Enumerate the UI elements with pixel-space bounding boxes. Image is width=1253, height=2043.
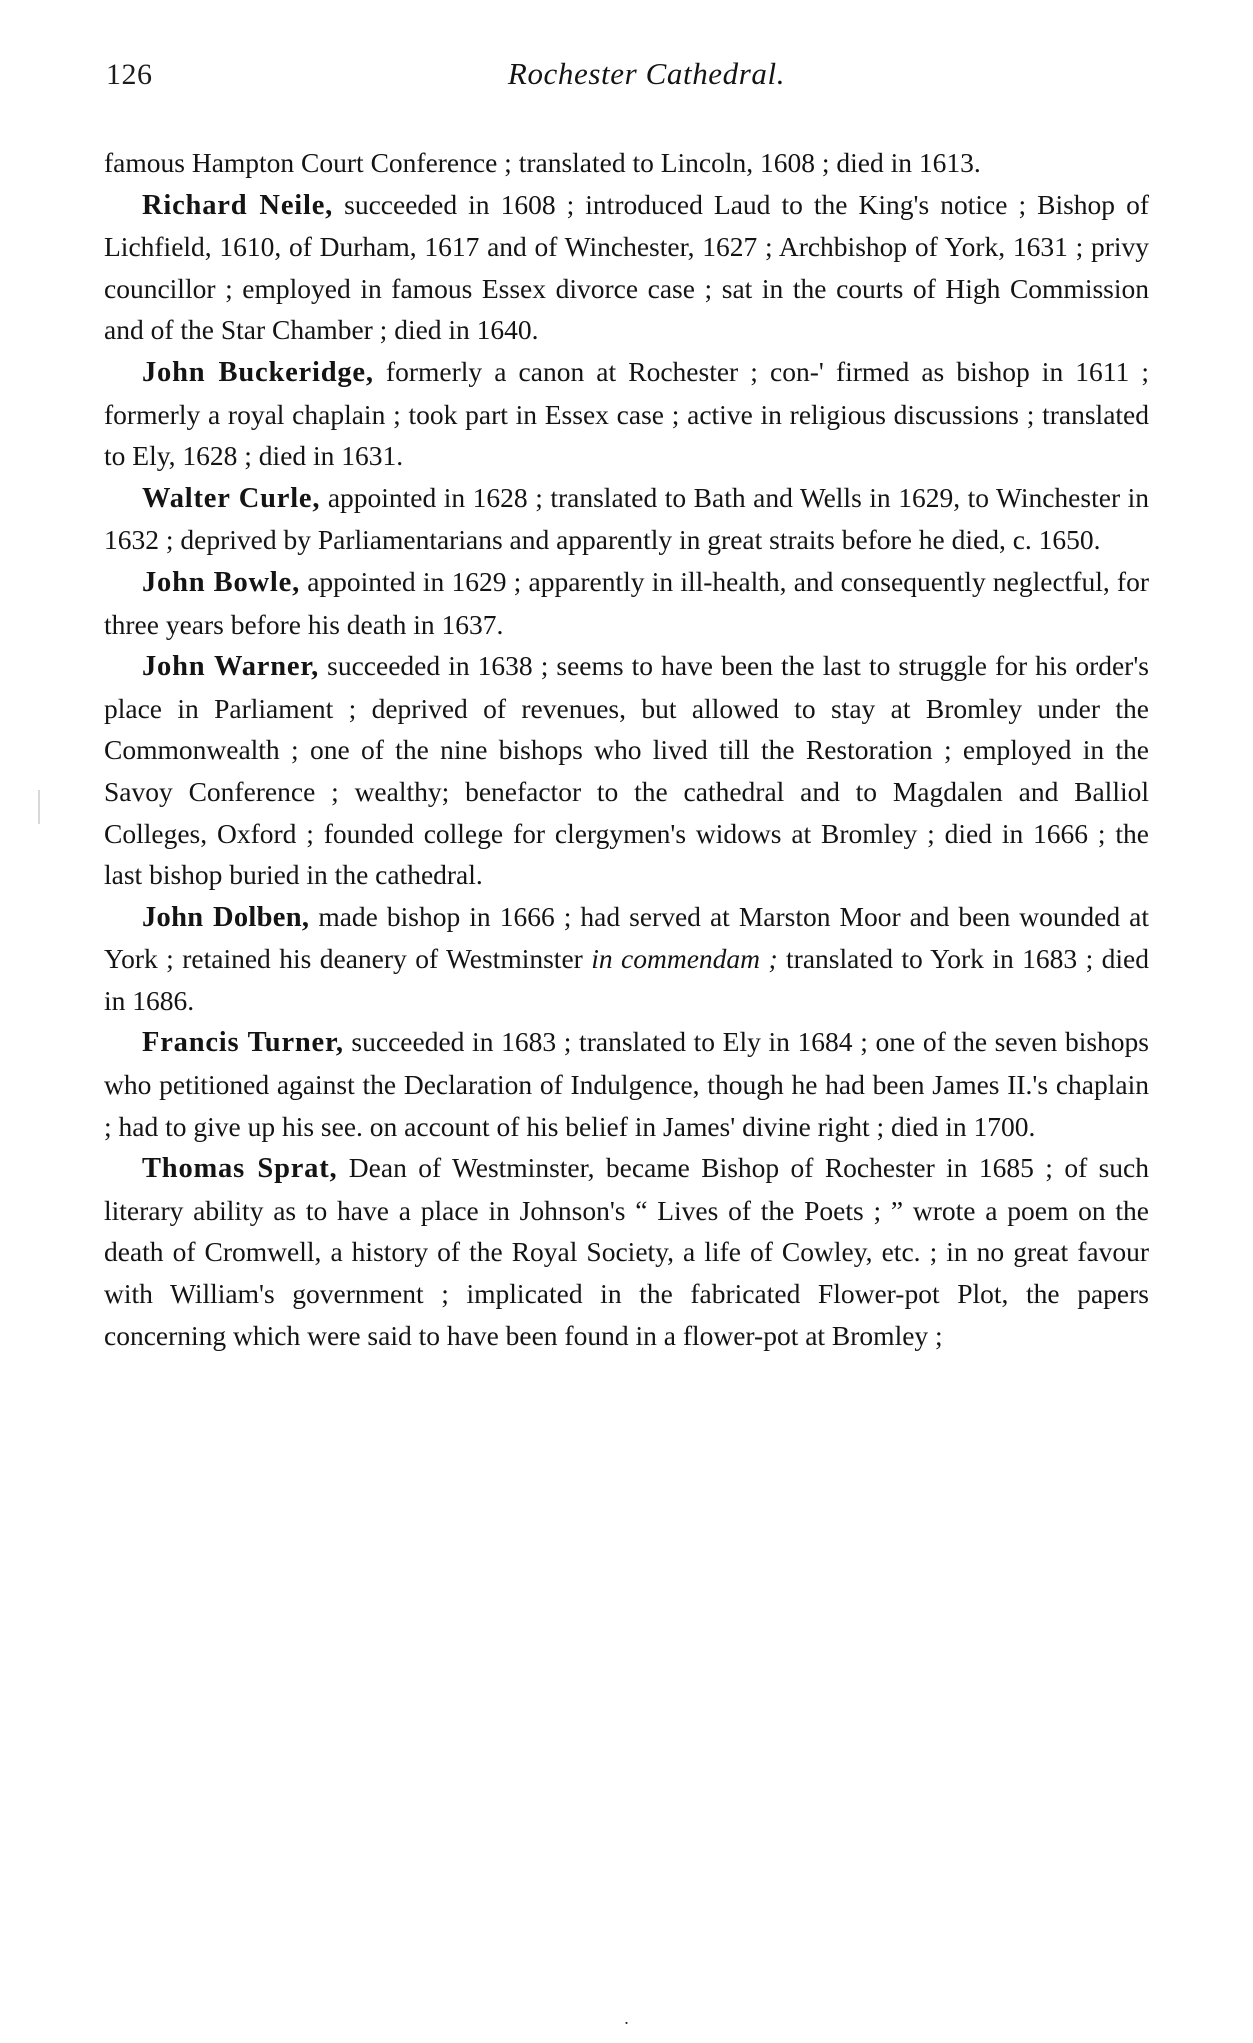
entry-name-francis-turner: Francis Turner, [142, 1027, 344, 1059]
entry-name-john-bowle: John Bowle, [142, 566, 300, 598]
entry-name-john-warner: John Warner, [142, 651, 320, 683]
paragraph-text: made bishop in 1666 ; had served at Marston Moor and been wounded at York ; retained his deanery of Westminster [104, 900, 1150, 975]
entry-name-walter-curle: Walter Curle, [142, 482, 321, 514]
paragraph-text: succeeded in 1608 ; introduced Laud to the King's notice ; Bishop of Lichfield, 1610, of Durham, 1617 and of Winchester, 1627 ; Archbishop of York, 1631 ; privy councillor ; employed in famous Essex divorce case ; sat in the courts of High Commission and of the Star Chamber ; died in 1640. [104, 188, 1150, 346]
paragraph-text: succeeded in 1683 ; translated to Ely in 1684 ; one of the seven bishops who petitioned against the Declaration of Indulgence, though he had been James II.'s chaplain ; had to give up his see. on account of his belief in James' divine right ; died in 1700. [104, 1026, 1149, 1142]
paragraph-intro [104, 142, 1149, 184]
paragraph-francis-turner [104, 1021, 1149, 1147]
entry-name-thomas-sprat: Thomas Sprat, [142, 1153, 338, 1185]
paragraph-richard-neile [104, 184, 1149, 351]
running-title: Rochester Cathedral. [507, 56, 786, 91]
paragraph-john-bowle [104, 561, 1149, 645]
body-text [104, 142, 1149, 1356]
paragraph-john-buckeridge [104, 351, 1149, 477]
paragraph-text: appointed in 1629 ; apparently in ill-health, and consequently neglectful, for three years before his death in 1637. [104, 565, 1149, 640]
paragraph-john-dolben [104, 896, 1149, 1022]
page-edge-mark [38, 790, 40, 824]
paragraph-text: famous Hampton Court Conference ; translated to Lincoln, 1608 ; died in 1613. [104, 147, 981, 178]
paragraph-text: formerly a canon at Rochester ; con-' firmed as bishop in 1611 ; formerly a royal chaplain ; took part in Essex case ; active in religious discussions ; translated to Ely, 1628 ; died in 1631. [104, 355, 1150, 472]
page-header [106, 58, 1147, 98]
paragraph-walter-curle [104, 477, 1149, 561]
paragraph-text: succeeded in 1638 ; seems to have been the last to struggle for his order's place in Parliament ; deprived of revenues, but allowed to stay at Bromley under the Commonwealth ; one of the nine bishops who lived till the Restoration ; employed in the Savoy Conference ; wealthy; benefactor to the cathedral and to Magdalen and Balliol Colleges, Oxford ; founded college for clergymen's widows at Bromley ; died in 1666 ; the last bishop buried in the cathedral. [104, 650, 1149, 891]
latin-phrase-in-commendam: in commendam ; [591, 943, 778, 975]
entry-name-john-buckeridge: John Buckeridge, [142, 356, 374, 388]
entry-name-richard-neile: Richard Neile, [142, 189, 334, 221]
page-footer-mark: . [624, 2008, 629, 2028]
paragraph-text: appointed in 1628 ; translated to Bath and Wells in 1629, to Winchester in 1632 ; deprived by Parliamentarians and apparently in great straits before he died, c. 1650. [104, 481, 1150, 556]
paragraph-text: Dean of Westminster, became Bishop of Rochester in 1685 ; of such literary ability as to have a place in Johnson's “ Lives of the Poets ; ” wrote a poem on the death of Cromwell, a history of the Royal Society, a life of Cowley, etc. ; in no great favour with William's government ; implicated in the fabricated Flower-pot Plot, the papers concerning which were said to have been found in a flower-pot at Bromley ; [104, 1152, 1150, 1351]
paragraph-text-after: translated to York in 1683 ; died in 1686. [104, 943, 1149, 1016]
paragraph-john-warner [104, 645, 1149, 896]
entry-name-john-dolben: John Dolben, [142, 901, 310, 933]
paragraph-thomas-sprat [104, 1147, 1149, 1356]
page-number: 126 [106, 58, 153, 91]
